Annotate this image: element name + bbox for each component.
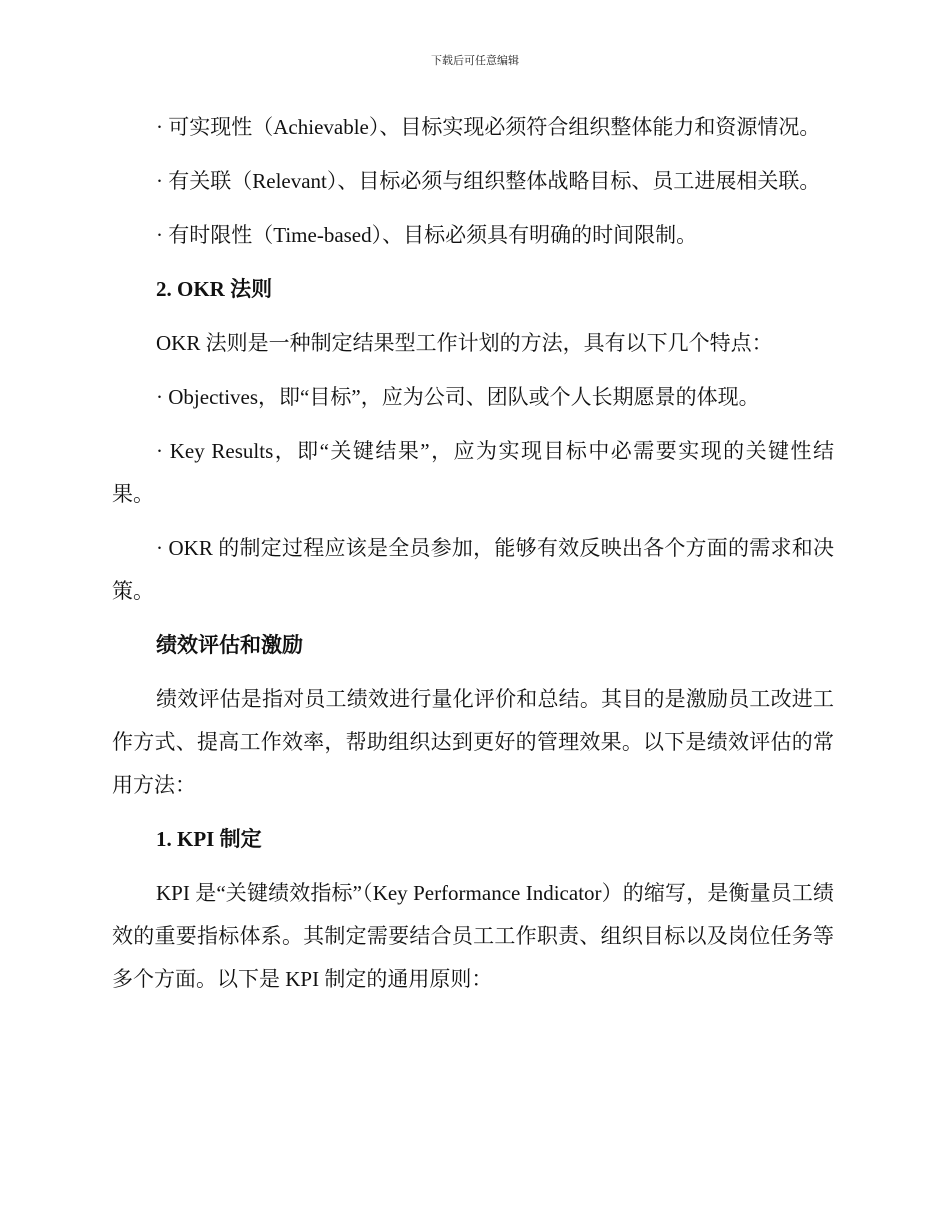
section-heading-okr: 2. OKR 法则 xyxy=(156,277,273,301)
bullet-relevant: · 有关联（Relevant）、目标必须与组织整体战略目标、员工进展相关联。 xyxy=(156,169,821,193)
document-body xyxy=(112,106,834,1012)
section-heading-kpi: 1. KPI 制定 xyxy=(156,827,262,851)
page-header: 下载后可任意编辑 xyxy=(431,55,519,67)
bullet-achievable: · 可实现性（Achievable）、目标实现必须符合组织整体能力和资源情况。 xyxy=(156,115,821,139)
okr-intro-paragraph: OKR 法则是一种制定结果型工作计划的方法，具有以下几个特点： xyxy=(156,331,773,355)
bullet-okr-process: · OKR 的制定过程应该是全员参加，能够有效反映出各个方面的需求和决策。 xyxy=(112,536,834,603)
bullet-objectives: · Objectives，即“目标”，应为公司、团队或个人长期愿景的体现。 xyxy=(156,385,760,409)
bullet-time-based: · 有时限性（Time-based）、目标必须具有明确的时间限制。 xyxy=(156,223,698,247)
performance-intro-paragraph: 绩效评估是指对员工绩效进行量化评价和总结。其目的是激励员工改进工作方式、提高工作效率，帮助组织达到更好的管理效果。以下是绩效评估的常用方法： xyxy=(112,687,834,797)
kpi-intro-paragraph: KPI 是“关键绩效指标”（Key Performance Indicator）的缩写，是衡量员工绩效的重要指标体系。其制定需要结合员工工作职责、组织目标以及岗位任务等多个方面。以下是 KPI 制定的通用原则： xyxy=(112,881,834,991)
section-heading-performance: 绩效评估和激励 xyxy=(156,633,303,657)
bullet-key-results: · Key Results，即“关键结果”，应为实现目标中必需要实现的关键性结果。 xyxy=(112,439,834,506)
